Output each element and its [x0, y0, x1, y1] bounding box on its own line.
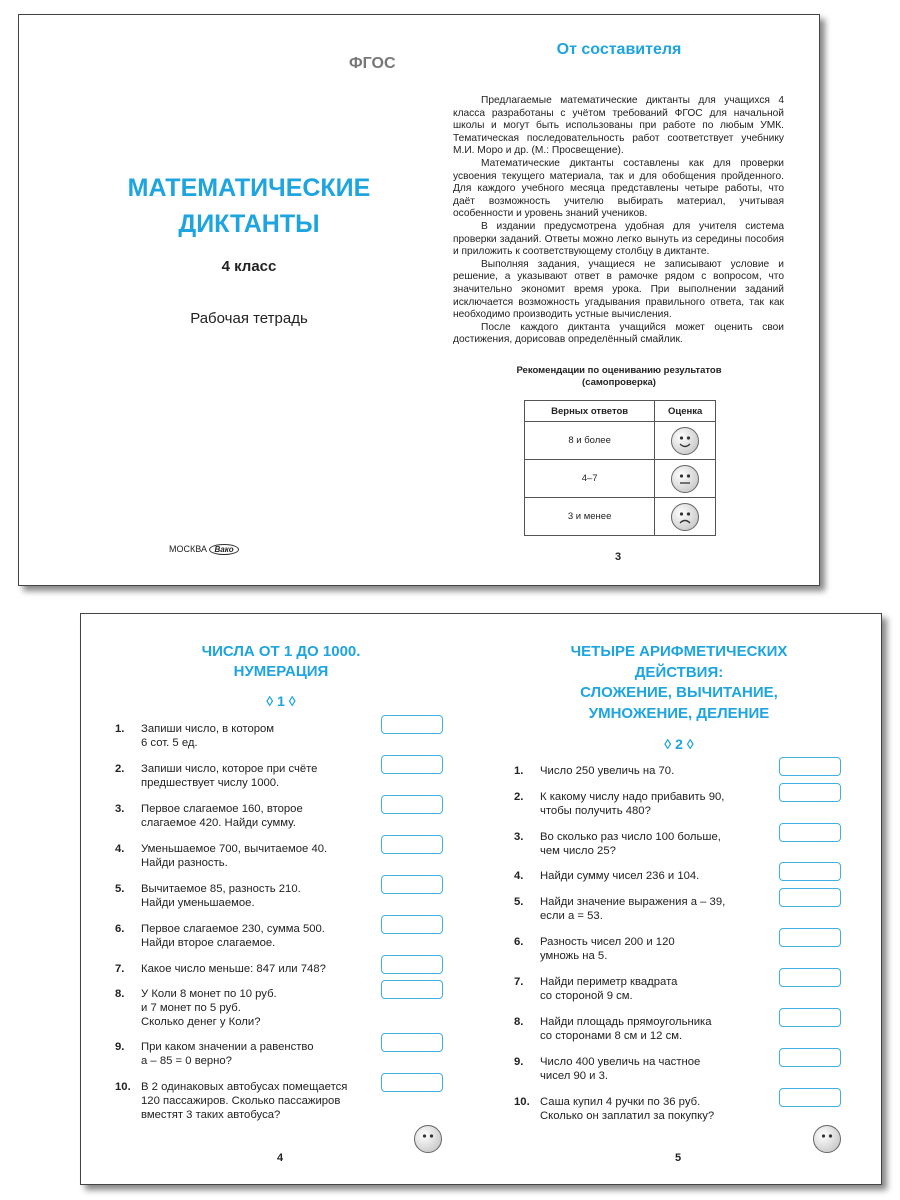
question-item — [514, 935, 800, 963]
question-text-line: Найди второе слагаемое. — [141, 937, 276, 949]
question-item — [514, 1095, 800, 1123]
question-text-line: Найди периметр квадрата — [540, 976, 678, 988]
dictation-number: ◊ 2 ◊ — [664, 736, 694, 752]
question-item — [514, 975, 800, 1003]
question-number: 9. — [115, 1041, 125, 1053]
dictation-number: ◊ 1 ◊ — [266, 693, 296, 709]
question-item — [115, 1040, 401, 1068]
question-item — [115, 802, 401, 830]
question-item — [115, 1080, 401, 1122]
grade-face — [655, 498, 716, 536]
page5-heading — [479, 642, 879, 724]
spread-title-page — [18, 14, 820, 586]
publisher — [169, 544, 239, 554]
question-text-line: а – 85 = 0 верно? — [141, 1055, 232, 1067]
preface-paragraph: После каждого диктанта учащийся может оценить свои достижения, дорисовав определённый смайлик. — [453, 321, 784, 346]
question-text-line: 120 пассажиров. Сколько пассажиров — [141, 1095, 341, 1107]
question-text-line: Найди сумму чисел 236 и 104. — [540, 870, 700, 882]
answer-box[interactable] — [779, 1088, 841, 1107]
question-text-line: Найди площадь прямоугольника — [540, 1016, 712, 1028]
question-text-line: чисел 90 и 3. — [540, 1070, 609, 1082]
question-text-line: Какое число меньше: 847 или 748? — [141, 963, 326, 975]
face-icon — [414, 1125, 442, 1153]
question-text-line: При каком значении а равенство — [141, 1041, 314, 1053]
question-item — [514, 1055, 800, 1083]
question-text-line: предшествует числу 1000. — [141, 777, 280, 789]
page-number: 5 — [675, 1152, 682, 1164]
question-item — [514, 869, 800, 883]
question-number: 7. — [115, 963, 125, 975]
grading-table — [524, 400, 716, 536]
answer-box[interactable] — [381, 915, 443, 934]
answer-box[interactable] — [779, 783, 841, 802]
question-item — [115, 987, 401, 1029]
page-number: 4 — [277, 1152, 284, 1164]
question-text-line: В 2 одинаковых автобусах помещается — [141, 1081, 348, 1093]
answer-box[interactable] — [381, 980, 443, 999]
question-item — [115, 882, 401, 910]
question-number: 4. — [115, 843, 125, 855]
question-number: 8. — [115, 988, 125, 1000]
question-text-line: вместят 3 таких автобуса? — [141, 1109, 281, 1121]
question-item — [514, 895, 800, 923]
question-number: 6. — [514, 936, 524, 948]
question-item — [514, 1015, 800, 1043]
preface-paragraph: Предлагаемые математические диктанты для учащихся 4 класса разработаны с учётом требований ФГОС для начальной школы и могут быть использованы при работе по любым УМК. Тематическая последовательность работ соответствует учебнику М.И. Моро и др. (М.: Просвещение). — [453, 95, 784, 157]
answer-box[interactable] — [779, 823, 841, 842]
question-item — [115, 922, 401, 950]
question-text-line: слагаемое 420. Найди сумму. — [141, 817, 296, 829]
question-text-line: Найди значение выражения а – 39, — [540, 896, 726, 908]
question-number: 1. — [115, 723, 125, 735]
grade: 4 класс — [221, 258, 277, 275]
sad-face-icon — [671, 503, 699, 531]
question-text-line: чем число 25? — [540, 845, 616, 857]
spread-dictation-pages — [80, 613, 882, 1185]
question-number: 5. — [115, 883, 125, 895]
question-text-line: чтобы получить 480? — [540, 805, 651, 817]
answer-box[interactable] — [381, 715, 443, 734]
question-number: 3. — [514, 831, 524, 843]
question-text-line: Первое слагаемое 160, второе — [141, 803, 303, 815]
grade-face — [655, 460, 716, 498]
table-row — [525, 498, 716, 536]
preface-paragraph: Математические диктанты составлены как для проверки усвоения текущего материала, так и для обобщения пройденного. Для каждого учебного месяца представлены четыре работы, что даёт возможность учителю выбирать материал, учитывая особенности и уровень знаний учеников. — [453, 157, 784, 220]
title-line: МАТЕМАТИЧЕСКИЕ — [127, 174, 371, 202]
question-text-line: Уменьшаемое 700, вычитаемое 40. — [141, 843, 328, 855]
subtitle: Рабочая тетрадь — [190, 310, 308, 327]
question-text-line: Разность чисел 200 и 120 — [540, 936, 675, 948]
question-text-line: Найди разность. — [141, 857, 228, 869]
answer-box[interactable] — [381, 795, 443, 814]
question-number: 4. — [514, 870, 524, 882]
answer-box[interactable] — [779, 757, 841, 776]
answer-box[interactable] — [381, 1033, 443, 1052]
question-text-line: Сколько он заплатил за покупку? — [540, 1110, 715, 1122]
question-text-line: и 7 монет по 5 руб. — [141, 1002, 241, 1014]
question-number: 5. — [514, 896, 524, 908]
question-item — [514, 830, 800, 858]
question-text-line: Саша купил 4 ручки по 36 руб. — [540, 1096, 701, 1108]
question-number: 7. — [514, 976, 524, 988]
answer-box[interactable] — [779, 968, 841, 987]
question-text-line: К какому числу надо прибавить 90, — [540, 791, 725, 803]
question-number: 3. — [115, 803, 125, 815]
face-icon — [813, 1125, 841, 1153]
answer-box[interactable] — [779, 888, 841, 907]
grade-face — [655, 422, 716, 460]
publisher-logo: Вако — [209, 544, 238, 555]
question-text-line: У Коли 8 монет по 10 руб. — [141, 988, 277, 1000]
answer-box[interactable] — [779, 1048, 841, 1067]
smile-face-icon — [671, 427, 699, 455]
table-title-line: (самопроверка) — [582, 377, 656, 388]
heading-line: ДЕЙСТВИЯ: — [634, 663, 724, 681]
title-line: ДИКТАНТЫ — [178, 210, 320, 238]
publisher-city: МОСКВА — [169, 544, 207, 554]
page-number: 3 — [615, 551, 622, 563]
question-number: 8. — [514, 1016, 524, 1028]
answer-box[interactable] — [381, 875, 443, 894]
question-number: 2. — [514, 791, 524, 803]
heading-line: НУМЕРАЦИЯ — [233, 663, 329, 680]
heading-line: СЛОЖЕНИЕ, ВЫЧИТАНИЕ, — [580, 684, 778, 701]
answer-box[interactable] — [779, 1008, 841, 1027]
question-item — [115, 762, 401, 790]
table-row — [525, 460, 716, 498]
answer-box[interactable] — [779, 862, 841, 881]
table-header: Верных ответов — [525, 401, 655, 422]
question-number: 6. — [115, 923, 125, 935]
smiley-blank-icon[interactable] — [414, 1125, 442, 1153]
question-text-line: Вычитаемое 85, разность 210. — [141, 883, 301, 895]
answer-box[interactable] — [779, 928, 841, 947]
table-row — [525, 422, 716, 460]
smiley-blank-icon[interactable] — [813, 1125, 841, 1153]
question-item — [514, 790, 800, 818]
fgos-logo: ФГОС — [349, 55, 396, 72]
neutral-face-icon — [671, 465, 699, 493]
table-header: Оценка — [655, 401, 716, 422]
heading-line: УМНОЖЕНИЕ, ДЕЛЕНИЕ — [588, 704, 770, 722]
question-text-line: Найди уменьшаемое. — [141, 897, 255, 909]
question-text-line: со сторонами 8 см и 12 см. — [540, 1030, 683, 1042]
question-text-line: Запиши число, в котором — [141, 723, 275, 735]
table-title — [459, 365, 779, 389]
table-title-line: Рекомендации по оцениванию результатов — [516, 365, 722, 376]
heading-line: ЧЕТЫРЕ АРИФМЕТИЧЕСКИХ — [570, 643, 788, 660]
correct-answers-range: 8 и более — [525, 422, 655, 460]
question-text-line: Число 250 увеличь на 70. — [540, 765, 675, 777]
question-text-line: 6 сот. 5 ед. — [141, 737, 198, 749]
preface-heading: От составителя — [556, 41, 682, 58]
question-number: 1. — [514, 765, 524, 777]
question-item — [115, 722, 401, 750]
question-item — [115, 962, 401, 976]
question-text-line: если а = 53. — [540, 910, 603, 922]
question-item — [115, 842, 401, 870]
book-title — [59, 170, 439, 242]
preface-paragraph: Выполняя задания, учащиеся не записывают условие и решение, а указывают ответ в рамочке рядом с вопросом, что значительно экономит время урока. При выполнении заданий исключается возможность угадывания правильного ответа, так как необходимо производить устные вычисления. — [453, 258, 784, 321]
question-text-line: умножь на 5. — [540, 950, 608, 962]
question-text-line: Сколько денег у Коли? — [141, 1016, 261, 1028]
question-text-line: Первое слагаемое 230, сумма 500. — [141, 923, 325, 935]
heading-line: ЧИСЛА ОТ 1 ДО 1000. — [201, 643, 361, 660]
question-number: 9. — [514, 1056, 524, 1068]
question-number: 2. — [115, 763, 125, 775]
correct-answers-range: 4–7 — [525, 460, 655, 498]
question-number: 10. — [115, 1081, 131, 1093]
answer-box[interactable] — [381, 955, 443, 974]
preface-paragraph: В издании предусмотрена удобная для учителя система проверки заданий. Ответы можно легко вынуть из середины пособия и приложить к соответствующему столбцу в диктанте. — [453, 220, 784, 258]
preface-text — [453, 95, 784, 347]
answer-box[interactable] — [381, 1073, 443, 1092]
question-text-line: Запиши число, которое при счёте — [141, 763, 318, 775]
question-item — [514, 764, 800, 778]
answer-box[interactable] — [381, 755, 443, 774]
page4-heading — [81, 642, 481, 682]
question-text-line: Число 400 увеличь на частное — [540, 1056, 701, 1068]
question-number: 10. — [514, 1096, 530, 1108]
correct-answers-range: 3 и менее — [525, 498, 655, 536]
question-text-line: Во сколько раз число 100 больше, — [540, 831, 721, 843]
answer-box[interactable] — [381, 835, 443, 854]
question-text-line: со стороной 9 см. — [540, 990, 633, 1002]
